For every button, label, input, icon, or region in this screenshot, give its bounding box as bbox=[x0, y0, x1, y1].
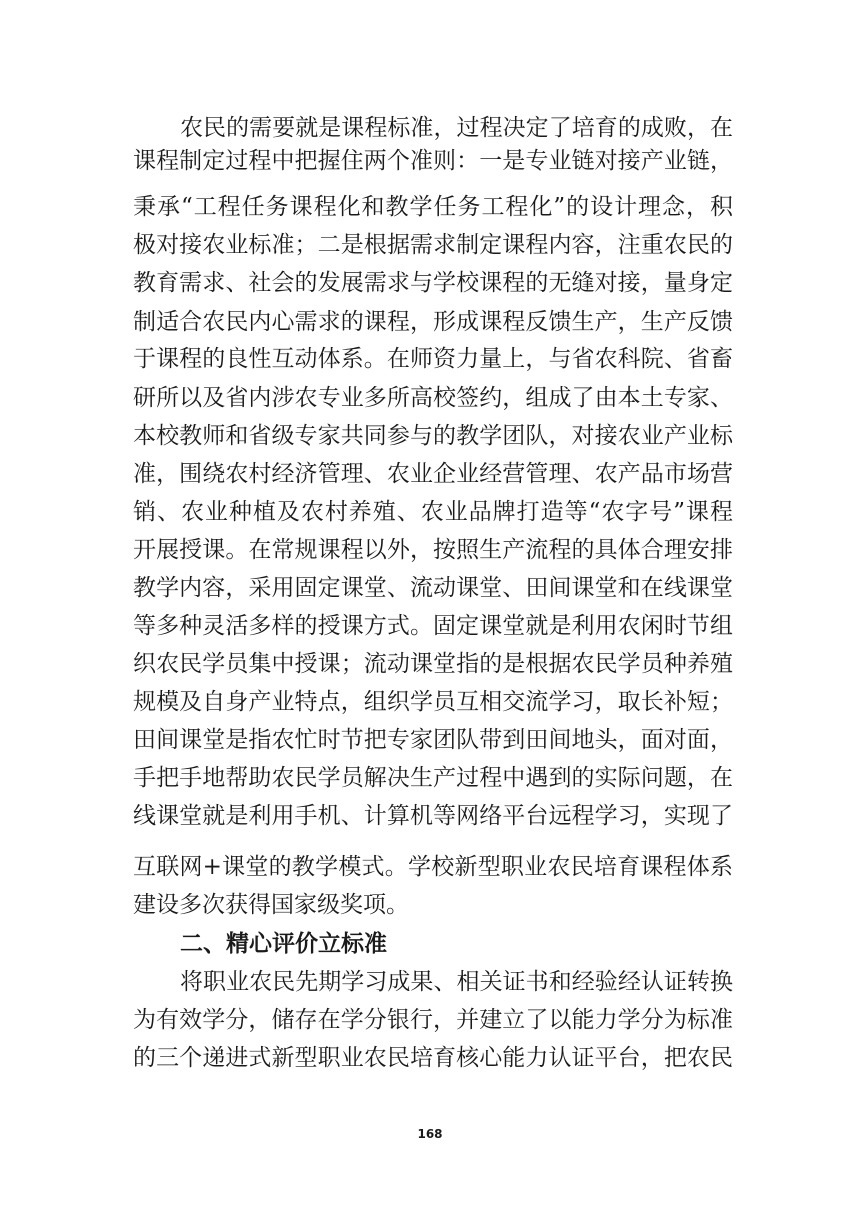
text-line: 手把手地帮助农民学员解决生产过程中遇到的实际问题，在 bbox=[133, 765, 733, 791]
page-number: 168 bbox=[417, 1127, 443, 1141]
text-line: 开展授课。在常规课程以外，按照生产流程的具体合理安排 bbox=[133, 537, 733, 563]
text-line: 本校教师和省级专家共同参与的教学团队，对接农业产业标 bbox=[133, 423, 733, 449]
text-line: 织农民学员集中授课；流动课堂指的是根据农民学员种养殖 bbox=[133, 651, 733, 677]
text-line: 的三个递进式新型职业农民培育核心能力认证平台，把农民 bbox=[133, 1045, 733, 1071]
section-heading: 二、精心评价立标准 bbox=[180, 931, 387, 957]
text-line: 建设多次获得国家级奖项。 bbox=[133, 892, 409, 918]
text-line: 农民的需要就是课程标准，过程决定了培育的成败，在 bbox=[180, 115, 733, 141]
text-line: 秉承“工程任务课程化和教学任务工程化”的设计理念，积 bbox=[133, 194, 733, 220]
text-line: 等多种灵活多样的授课方式。固定课堂就是利用农闲时节组 bbox=[133, 613, 733, 639]
text-line: 制适合农民内心需求的课程，形成课程反馈生产，生产反馈 bbox=[133, 309, 733, 335]
text-line: 将职业农民先期学习成果、相关证书和经验经认证转换 bbox=[180, 969, 733, 995]
text-line: 于课程的良性互动体系。在师资力量上，与省农科院、省畜 bbox=[133, 346, 733, 372]
text-line: 极对接农业标准；二是根据需求制定课程内容，注重农民的 bbox=[133, 232, 733, 258]
text-line: 课程制定过程中把握住两个准则：一是专业链对接产业链， bbox=[133, 148, 733, 174]
text-line: 为有效学分，储存在学分银行，并建立了以能力学分为标准 bbox=[133, 1007, 733, 1033]
text-line: 研所以及省内涉农专业多所高校签约，组成了由本土专家、 bbox=[133, 385, 733, 411]
text-line: 线课堂就是利用手机、计算机等网络平台远程学习，实现了 bbox=[133, 803, 733, 829]
text-line: 教学内容，采用固定课堂、流动课堂、田间课堂和在线课堂 bbox=[133, 575, 733, 601]
text-line: 销、农业种植及农村养殖、农业品牌打造等“农字号”课程 bbox=[133, 499, 733, 525]
text-line: 田间课堂是指农忙时节把专家团队带到田间地头，面对面， bbox=[133, 727, 733, 753]
text-line: 教育需求、社会的发展需求与学校课程的无缝对接，量身定 bbox=[133, 270, 733, 296]
text-line: 准，围绕农村经济管理、农业企业经营管理、农产品市场营 bbox=[133, 461, 733, 487]
text-line: 规模及自身产业特点，组织学员互相交流学习，取长补短； bbox=[133, 689, 733, 715]
text-line: 互联网+课堂的教学模式。学校新型职业农民培育课程体系 bbox=[133, 854, 733, 880]
